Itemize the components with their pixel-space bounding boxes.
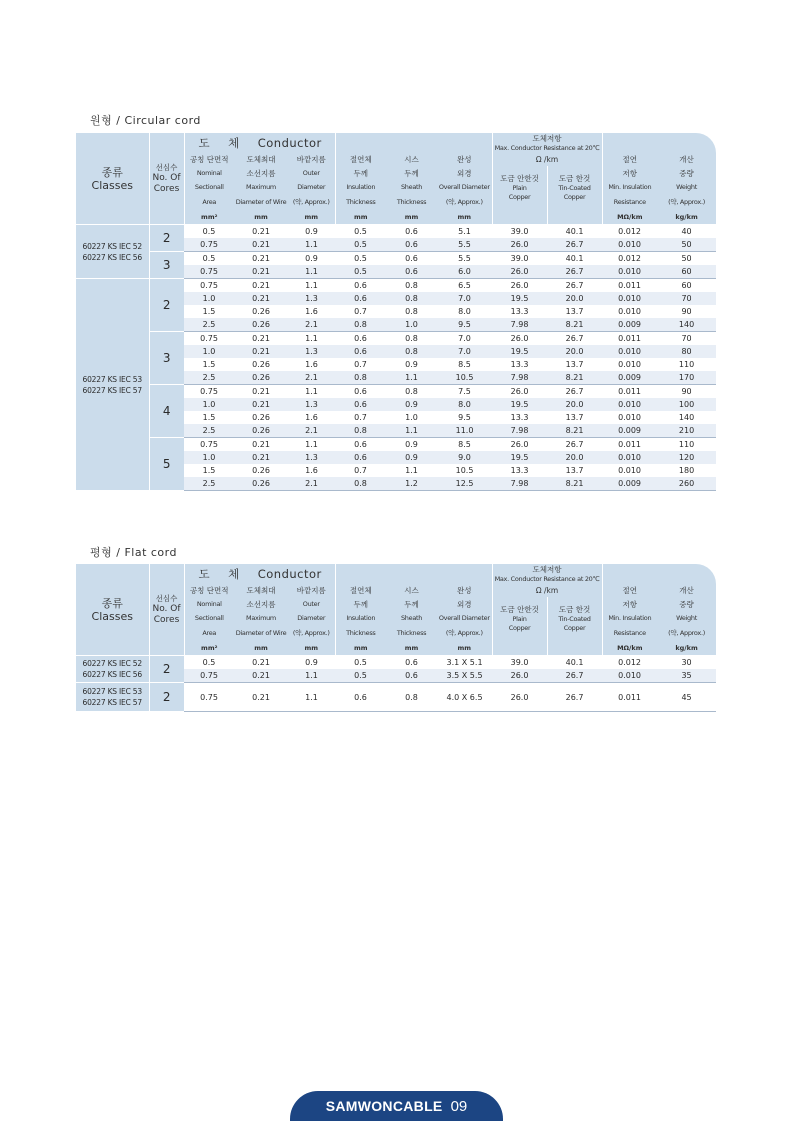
table-cell: 0.010 [602,292,657,305]
table-cell: 0.9 [386,398,437,411]
table-cell: 19.5 [492,345,547,358]
table-cell: 0.011 [618,387,641,396]
table-cell: 0.009 [602,318,657,332]
table-cell: 0.21 [234,265,288,279]
table-cell: 0.9 [386,451,437,464]
table-cell: 0.26 [234,477,288,491]
page-number: 09 [450,1098,468,1115]
table-cell: 0.8 [386,683,437,712]
table-cell: 0.21 [252,334,270,343]
table-cell: 1.5 [202,466,216,475]
table-cell: 0.5 [202,254,216,263]
header-insulation: 절연체 [335,153,386,166]
table-cell: 26.7 [565,281,584,290]
table-cell: 40.1 [565,658,584,667]
table-cell: 0.6 [354,281,367,290]
table-cell: 0.26 [252,360,270,369]
table-cell: 8.21 [547,371,602,385]
flat-body [76,656,716,712]
table-cell: 0.010 [618,307,641,316]
header-classes: 종류 Classes [76,133,149,225]
table-cell: 0.010 [602,669,657,683]
table-cell: 1.3 [288,398,335,411]
table-cell: 1.3 [288,345,335,358]
table-cell: 0.21 [234,238,288,252]
table-cell: 7.98 [492,424,547,438]
table-cell: 0.7 [354,413,367,422]
header-ins-resistance: 절연 [602,153,657,166]
circular-header: 종류 Classes 선심수 No. Of Cores 도 체 Conductor 도체저항 Max. Conductor Resistance at 20℃ 공칭 단면적 도체최대 바깥지름 절연체 시스 완성 Ω /km 절연 개산 Nominal 소선지름 Outer 두께 두께 외경 도금 안한것 Plain Copper 도금 한것 Tin-Coated Copper 저항 중량 Sectionall Maximum Diameter Insulation Sheath Overall Diameter Min. Insulation Weight Area Diameter of Wire (약, Approx.) Thickness Thickness (약, Approx.) Resistance (약, Approx.) mm² mm mm mm mm mm MΩ/km kg/km [76,133,716,225]
table-cell: 1.1 [305,440,318,449]
table-cell: 6.5 [458,281,471,290]
header-weight: 개산 [657,153,716,166]
table-cell: 40 [681,227,692,236]
table-cell: 180 [678,466,695,475]
class-cell: 60227 KS IEC 53 60227 KS IEC 57 [76,279,149,491]
table-cell: 8.21 [547,424,602,438]
header-wire: 도체최대 [234,584,288,597]
table-cell: 26.7 [547,265,602,279]
header-overall: 완성 [437,153,492,166]
table-cell: 0.75 [200,334,218,343]
table-cell: 9.5 [437,318,492,332]
table-cell: 0.8 [405,281,418,290]
table-cell: 60 [681,281,692,290]
table-cell: 1.1 [288,238,335,252]
table-cell: 0.26 [234,424,288,438]
table-cell: 9.0 [437,451,492,464]
table-cell: 0.75 [184,265,234,279]
table-cell: 1.2 [386,477,437,491]
table-cell: 0.012 [618,254,641,263]
table-row [76,438,716,452]
header-cores: 선심수 No. Of Cores [149,133,184,225]
table-cell: 13.3 [510,413,529,422]
header-tin-copper: 도금 한것 Tin-Coated Copper [547,166,602,210]
table-cell: 26.0 [510,387,529,396]
table-row [76,332,716,346]
table-cell: 10.5 [455,466,474,475]
cores-cell: 2 [149,225,184,252]
circular-cord-table [76,133,716,491]
table-cell: 0.5 [354,254,367,263]
table-cell: 1.5 [202,360,216,369]
table-cell: 26.0 [492,265,547,279]
table-cell: 1.0 [386,318,437,332]
table-cell: 0.011 [602,683,657,712]
header-conductor: 도 체 Conductor [184,564,335,584]
table-cell: 1.5 [202,413,216,422]
table-cell: 0.010 [618,360,641,369]
table-cell: 8.0 [437,398,492,411]
table-cell: 12.5 [437,477,492,491]
table-cell: 2.1 [288,371,335,385]
table-cell: 26.7 [547,683,602,712]
table-cell: 26.0 [510,334,529,343]
header-tin-copper: 도금 한것 Tin-Coated Copper [547,597,602,641]
table-cell: 0.9 [405,440,418,449]
table-cell: 26.0 [492,669,547,683]
flat-cord-title: 평형 / Flat cord [90,546,177,559]
table-cell: 0.6 [405,227,418,236]
table-cell: 39.0 [510,227,529,236]
table-cell: 0.75 [184,238,234,252]
table-cell: 0.21 [252,658,270,667]
table-cell: 1.1 [386,371,437,385]
table-cell: 0.21 [234,292,288,305]
table-cell: 19.5 [492,451,547,464]
table-cell: 0.5 [335,669,386,683]
header-sheath: 시스 [386,153,437,166]
table-cell: 40.1 [565,227,584,236]
table-cell: 260 [657,477,716,491]
table-cell: 140 [657,318,716,332]
table-cell: 50 [657,238,716,252]
table-cell: 0.21 [252,440,270,449]
table-cell: 1.1 [288,265,335,279]
header-insulation: 절연체 [335,584,386,597]
table-cell: 1.1 [305,334,318,343]
table-cell: 0.012 [618,227,641,236]
table-cell: 26.7 [565,334,584,343]
table-cell: 0.009 [602,477,657,491]
table-cell: 19.5 [492,398,547,411]
table-cell: 0.8 [405,307,418,316]
table-cell: 0.010 [618,466,641,475]
table-cell: 2.5 [184,318,234,332]
table-cell: 2.1 [288,318,335,332]
table-cell: 45 [657,683,716,712]
table-cell: 0.8 [405,334,418,343]
table-cell: 7.0 [458,334,471,343]
table-cell: 0.21 [252,387,270,396]
header-weight: 개산 [657,584,716,597]
table-cell: 0.011 [618,281,641,290]
table-cell: 8.21 [547,318,602,332]
cores-cell: 4 [149,385,184,438]
table-cell: 26.7 [565,387,584,396]
table-cell: 19.5 [492,292,547,305]
header-resistance: 도체저항 Max. Conductor Resistance at 20℃ [492,564,602,584]
table-cell: 0.010 [602,345,657,358]
table-cell: 0.9 [305,254,318,263]
table-cell: 39.0 [510,254,529,263]
header-cores: 선심수 No. Of Cores [149,564,184,656]
table-cell: 1.0 [184,345,234,358]
table-cell: 1.3 [288,292,335,305]
table-cell: 26.0 [492,683,547,712]
table-cell: 5.5 [437,238,492,252]
table-cell: 0.21 [234,398,288,411]
table-cell: 0.010 [602,398,657,411]
table-cell: 1.6 [305,466,318,475]
table-cell: 0.9 [405,360,418,369]
table-cell: 20.0 [547,398,602,411]
table-cell: 0.26 [252,466,270,475]
table-cell: 1.6 [305,360,318,369]
table-cell: 13.3 [510,307,529,316]
table-cell: 0.8 [335,318,386,332]
table-cell: 0.75 [200,387,218,396]
table-cell: 0.9 [305,227,318,236]
table-cell: 0.6 [405,254,418,263]
circular-cord-title: 원형 / Circular cord [90,114,201,127]
table-cell: 0.6 [354,387,367,396]
table-cell: 26.0 [510,440,529,449]
table-cell: 26.7 [565,440,584,449]
header-wire: 도체최대 [234,153,288,166]
cores-cell: 2 [149,683,184,712]
table-cell: 0.75 [200,281,218,290]
table-cell: 7.98 [492,477,547,491]
table-cell: 1.1 [305,281,318,290]
table-cell: 7.5 [458,387,471,396]
table-cell: 0.8 [386,345,437,358]
header-sheath: 시스 [386,584,437,597]
table-cell: 8.5 [458,360,471,369]
table-cell: 0.5 [202,227,216,236]
table-cell: 0.8 [335,477,386,491]
table-cell: 26.7 [547,669,602,683]
table-cell: 2.1 [288,477,335,491]
table-cell: 0.21 [252,281,270,290]
table-cell: 0.7 [354,307,367,316]
header-classes: 종류 Classes [76,564,149,656]
table-cell: 0.6 [405,658,418,667]
table-cell: 0.6 [386,669,437,683]
table-cell: 0.6 [335,345,386,358]
table-cell: 0.010 [602,451,657,464]
table-cell: 0.21 [234,683,288,712]
table-cell: 1.0 [184,292,234,305]
table-cell: 8.5 [458,440,471,449]
header-conductor: 도 체 Conductor [184,133,335,153]
table-cell: 0.75 [184,683,234,712]
table-cell: 26.0 [492,238,547,252]
table-cell: 0.5 [335,238,386,252]
cores-cell: 3 [149,252,184,279]
table-cell: 110 [678,440,695,449]
table-cell: 7.98 [492,318,547,332]
table-cell: 13.7 [565,360,584,369]
table-cell: 1.0 [184,451,234,464]
table-cell: 0.7 [354,466,367,475]
table-cell: 170 [657,371,716,385]
table-cell: 39.0 [510,658,529,667]
table-cell: 0.8 [335,424,386,438]
table-cell: 90 [681,307,692,316]
header-area: 공칭 단면적 [184,584,234,597]
page-footer [290,1091,503,1121]
header-plain-copper: 도금 안한것 Plain Copper [492,166,547,210]
table-cell: 0.75 [200,440,218,449]
table-cell: 13.7 [565,466,584,475]
table-cell: 0.6 [335,398,386,411]
table-cell: 0.6 [386,238,437,252]
table-cell: 5.1 [458,227,471,236]
table-cell: 0.5 [335,265,386,279]
cores-cell: 2 [149,656,184,683]
table-cell: 13.7 [565,413,584,422]
table-cell: 4.0 X 6.5 [437,683,492,712]
table-cell: 0.012 [618,658,641,667]
table-cell: 140 [678,413,695,422]
table-cell: 1.5 [202,307,216,316]
table-cell: 1.0 [184,398,234,411]
table-cell: 30 [681,658,692,667]
table-cell: 1.6 [305,307,318,316]
table-cell: 0.6 [335,683,386,712]
table-cell: 13.3 [510,466,529,475]
footer-brand: SAMWONCABLE [325,1098,443,1114]
table-cell: 13.7 [565,307,584,316]
table-cell: 20.0 [547,292,602,305]
table-cell: 1.6 [305,413,318,422]
class-cell: 60227 KS IEC 52 60227 KS IEC 56 [76,656,149,683]
class-cell: 60227 KS IEC 53 60227 KS IEC 57 [76,683,149,712]
table-cell: 2.5 [184,477,234,491]
table-cell: 1.1 [305,387,318,396]
table-cell: 70 [681,334,692,343]
table-cell: 110 [678,360,695,369]
table-cell: 0.5 [354,227,367,236]
table-cell: 0.6 [335,451,386,464]
class-cell: 60227 KS IEC 52 60227 KS IEC 56 [76,225,149,279]
table-cell: 0.5 [202,658,216,667]
flat-header: 종류 Classes 선심수 No. Of Cores 도 체 Conductor 도체저항 Max. Conductor Resistance at 20℃ 공칭 단면적 도체최대 바깥지름 절연체 시스 완성 Ω /km 절연 개산 Nominal 소선지름 Outer 두께 두께 외경 도금 안한것 Plain Copper 도금 한것 Tin-Coated Copper 저항 중량 Sectionall Maximum Diameter Insulation Sheath Overall Diameter Min. Insulation Weight Area Diameter of Wire (약, Approx.) Thickness Thickness (약, Approx.) Resistance (약, Approx.) mm² mm mm mm mm mm MΩ/km kg/km [76,564,716,656]
table-cell: 120 [657,451,716,464]
table-cell: 8.21 [547,477,602,491]
table-cell: 60 [657,265,716,279]
table-cell: 2.5 [184,371,234,385]
header-ins-resistance: 절연 [602,584,657,597]
table-cell: 0.010 [602,265,657,279]
table-cell: 1.1 [405,466,418,475]
table-cell: 0.011 [618,440,641,449]
header-plain-copper: 도금 안한것 Plain Copper [492,597,547,641]
table-cell: 0.5 [354,658,367,667]
table-cell: 50 [681,254,692,263]
table-cell: 7.0 [437,292,492,305]
table-cell: 0.21 [234,669,288,683]
table-cell: 0.21 [252,227,270,236]
cores-cell: 2 [149,279,184,332]
table-cell: 1.3 [288,451,335,464]
table-row [76,656,716,670]
table-cell: 40.1 [565,254,584,263]
header-outer: 바깥지름 [288,153,335,166]
table-cell: 0.75 [184,669,234,683]
table-cell: 35 [657,669,716,683]
table-cell: 80 [657,345,716,358]
table-cell: 0.8 [386,292,437,305]
table-row [76,385,716,399]
table-row [76,683,716,712]
table-cell: 2.5 [184,424,234,438]
table-cell: 5.5 [458,254,471,263]
table-cell: 0.010 [602,238,657,252]
table-cell: 3.5 X 5.5 [437,669,492,683]
table-cell: 0.7 [354,360,367,369]
table-cell: 3.1 X 5.1 [446,658,483,667]
table-cell: 7.0 [437,345,492,358]
flat-cord-table [76,564,716,712]
table-cell: 0.6 [335,292,386,305]
table-cell: 0.21 [234,451,288,464]
table-cell: 6.0 [437,265,492,279]
table-cell: 0.21 [234,345,288,358]
circular-body [76,225,716,491]
table-cell: 20.0 [547,345,602,358]
table-cell: 2.1 [288,424,335,438]
table-cell: 20.0 [547,451,602,464]
table-cell: 100 [657,398,716,411]
table-cell: 8.0 [458,307,471,316]
table-cell: 0.21 [252,254,270,263]
table-cell: 70 [657,292,716,305]
table-cell: 1.0 [405,413,418,422]
table-cell: 0.010 [618,413,641,422]
table-cell: 0.009 [602,371,657,385]
table-cell: 1.1 [288,669,335,683]
table-cell: 0.9 [305,658,318,667]
table-cell: 0.011 [618,334,641,343]
table-cell: 0.26 [234,318,288,332]
table-cell: 11.0 [437,424,492,438]
table-cell: 10.5 [437,371,492,385]
cores-cell: 3 [149,332,184,385]
table-cell: 0.6 [386,265,437,279]
header-outer: 바깥지름 [288,584,335,597]
table-cell: 0.26 [252,413,270,422]
table-cell: 0.8 [405,387,418,396]
table-cell: 7.98 [492,371,547,385]
table-cell: 9.5 [458,413,471,422]
table-cell: 1.1 [386,424,437,438]
header-resistance: 도체저항 Max. Conductor Resistance at 20℃ [492,133,602,153]
table-cell: 0.26 [234,371,288,385]
table-cell: 210 [657,424,716,438]
table-cell: 13.3 [510,360,529,369]
table-cell: 0.8 [335,371,386,385]
table-cell: 26.7 [547,238,602,252]
table-cell: 0.26 [252,307,270,316]
cores-cell: 5 [149,438,184,491]
table-cell: 90 [681,387,692,396]
table-cell: 0.009 [602,424,657,438]
table-cell: 0.6 [354,334,367,343]
table-cell: 0.6 [354,440,367,449]
table-cell: 1.1 [288,683,335,712]
table-cell: 26.0 [510,281,529,290]
table-row [76,279,716,293]
table-row [76,252,716,266]
header-overall: 완성 [437,584,492,597]
header-area: 공칭 단면적 [184,153,234,166]
